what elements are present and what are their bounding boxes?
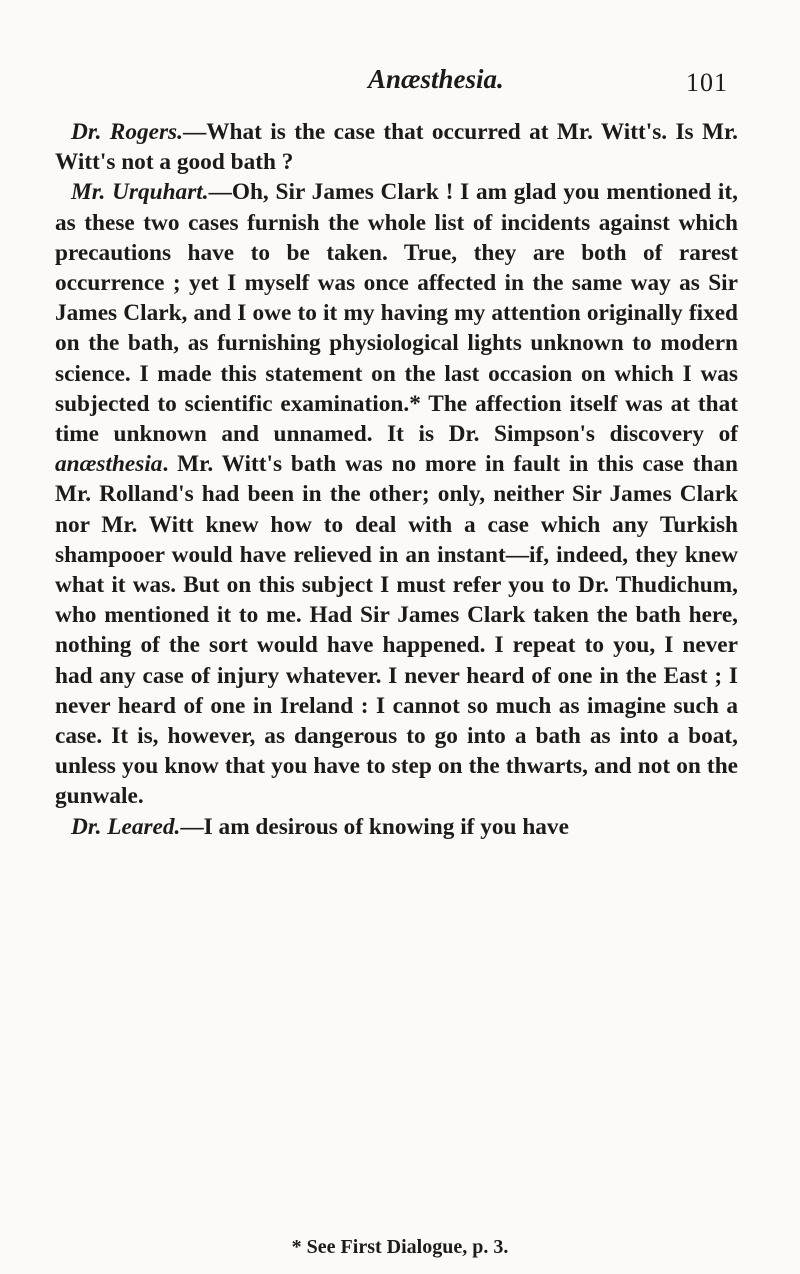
- paragraph-urquhart: [55, 177, 738, 811]
- speaker-name: Dr. Rogers.: [71, 119, 183, 145]
- page-number: 101: [686, 68, 728, 97]
- speaker-name: Dr. Leared.: [71, 813, 181, 840]
- paragraph-rogers: [55, 117, 738, 177]
- speaker-name: Mr. Urquhart.: [71, 179, 209, 206]
- footnote: * See First Dialogue, p. 3.: [291, 1236, 509, 1258]
- paragraph-text: —What is the case that occurred at Mr. Witt's. Is Mr. Witt's not a good bath ?: [55, 119, 739, 176]
- page-header: [0, 64, 800, 104]
- paragraph-text-continued: . Mr. Witt's bath was no more in fault in this case than Mr. Rolland's had been in the other; only, neither Sir James Clark nor Mr. Witt knew how to deal with a case which any Turkish shampooer would have relieved in an instant—if, indeed, they knew what it was. But on this subject I must refer you to Dr. Thudichum, who mentioned it to me. Had Sir James Clark taken the bath here, nothing of the sort would have happened. I repeat to you, I never had any case of injury whatever. I never heard of one in the East ; I never heard of one in Ireland : I cannot so much as imagine such a case. It is, however, as dangerous to go into a bath as into a boat, unless you know that you have to step on the thwarts, and not on the gunwale.: [55, 451, 738, 810]
- paragraph-text: —Oh, Sir James Clark ! I am glad you mentioned it, as these two cases furnish the whole list of incidents against which precautions have to be taken. True, they are both of rarest occurrence ; yet I myself was once affected in the same way as Sir James Clark, and I owe to it my having my attention originally fixed on the bath, as furnishing physiological lights unknown to modern science. I made this statement on the last occasion on which I was subjected to scientific examination.* The affection itself was at that time unknown and unnamed. It is Dr. Simpson's discovery of: [55, 179, 738, 448]
- body-text: [55, 117, 738, 842]
- italic-term: anæsthesia: [55, 451, 163, 478]
- running-title: Anæsthesia.: [368, 64, 504, 94]
- paragraph-text: —I am desirous of knowing if you have: [180, 813, 569, 840]
- paragraph-leared: [55, 812, 738, 842]
